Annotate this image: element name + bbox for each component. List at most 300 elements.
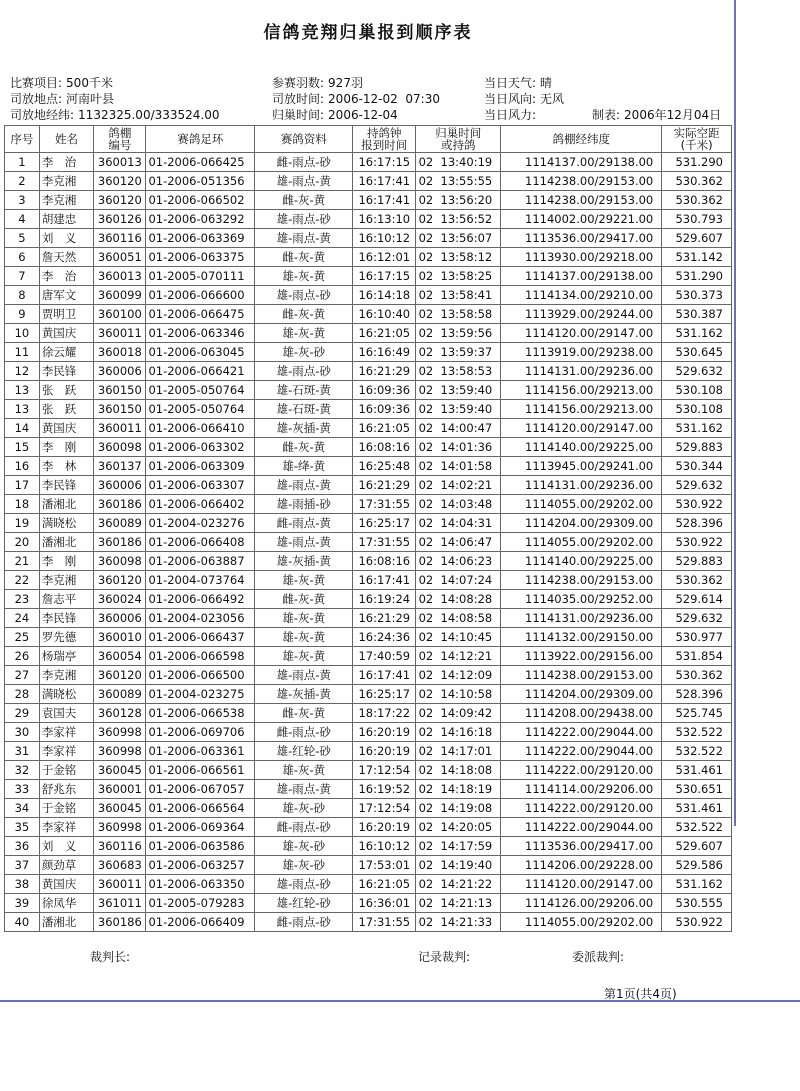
table-cell: 02 14:10:45 bbox=[416, 628, 501, 647]
column-header: 序号 bbox=[5, 126, 40, 153]
table-cell: 徐云耀 bbox=[39, 343, 93, 362]
table-row bbox=[5, 533, 732, 552]
table-cell: 雄-灰-黄 bbox=[255, 571, 353, 590]
table-cell: 雄-灰-黄 bbox=[255, 267, 353, 286]
table-cell: 唐军文 bbox=[39, 286, 93, 305]
table-cell: 01-2005-050764 bbox=[146, 400, 255, 419]
table-cell: 01-2006-066502 bbox=[146, 191, 255, 210]
table-cell: 1114208.00/29438.00 bbox=[501, 704, 662, 723]
table-row bbox=[5, 514, 732, 533]
table-cell: 16:17:15 bbox=[353, 153, 416, 172]
table-cell: 李克湘 bbox=[39, 571, 93, 590]
table-cell: 李家祥 bbox=[39, 723, 93, 742]
table-cell: 01-2005-079283 bbox=[146, 894, 255, 913]
table-cell: 雌-灰-黄 bbox=[255, 590, 353, 609]
table-cell: 1114131.00/29236.00 bbox=[501, 476, 662, 495]
table-cell: 02 14:01:58 bbox=[416, 457, 501, 476]
table-cell: 杨瑞亭 bbox=[39, 647, 93, 666]
column-header: 赛鸽资料 bbox=[255, 126, 353, 153]
table-cell: 02 14:21:33 bbox=[416, 913, 501, 932]
table-cell: 01-2006-066408 bbox=[146, 533, 255, 552]
table-cell: 360011 bbox=[94, 419, 146, 438]
table-cell: 529.607 bbox=[662, 837, 732, 856]
table-row bbox=[5, 210, 732, 229]
table-cell: 16:25:17 bbox=[353, 685, 416, 704]
table-cell: 360128 bbox=[94, 704, 146, 723]
table-cell: 01-2006-063307 bbox=[146, 476, 255, 495]
table-cell: 528.396 bbox=[662, 685, 732, 704]
table-cell: 530.922 bbox=[662, 913, 732, 932]
table-body bbox=[5, 153, 732, 932]
table-cell: 01-2004-023056 bbox=[146, 609, 255, 628]
table-cell: 360098 bbox=[94, 552, 146, 571]
table-cell: 01-2006-063257 bbox=[146, 856, 255, 875]
table-cell: 02 13:59:40 bbox=[416, 381, 501, 400]
table-cell: 01-2006-066538 bbox=[146, 704, 255, 723]
table-cell: 16:10:40 bbox=[353, 305, 416, 324]
table-row bbox=[5, 267, 732, 286]
table-cell: 雌-灰-黄 bbox=[255, 248, 353, 267]
column-header: 鸽棚 编号 bbox=[94, 126, 146, 153]
table-cell: 27 bbox=[5, 666, 40, 685]
table-cell: 雄-雨点-黄 bbox=[255, 476, 353, 495]
table-row bbox=[5, 362, 732, 381]
page-number: 第1页(共4页) bbox=[604, 987, 677, 1001]
table-cell: 37 bbox=[5, 856, 40, 875]
table-cell: 1113536.00/29417.00 bbox=[501, 229, 662, 248]
table-cell: 360018 bbox=[94, 343, 146, 362]
release-coords: 司放地经纬: 1132325.00/333524.00 bbox=[10, 108, 220, 122]
table-cell: 1114035.00/29252.00 bbox=[501, 590, 662, 609]
column-header: 持鸽钟 报到时间 bbox=[353, 126, 416, 153]
table-cell: 雄-雨点-黄 bbox=[255, 172, 353, 191]
table-cell: 潘湘北 bbox=[39, 533, 93, 552]
table-cell: 528.396 bbox=[662, 514, 732, 533]
table-cell: 胡建忠 bbox=[39, 210, 93, 229]
table-cell: 02 14:01:36 bbox=[416, 438, 501, 457]
table-cell: 雄-灰-黄 bbox=[255, 324, 353, 343]
table-cell: 1114222.00/29044.00 bbox=[501, 818, 662, 837]
table-row bbox=[5, 590, 732, 609]
table-cell: 02 13:58:12 bbox=[416, 248, 501, 267]
table-cell: 38 bbox=[5, 875, 40, 894]
table-cell: 02 14:06:23 bbox=[416, 552, 501, 571]
table-cell: 1114114.00/29206.00 bbox=[501, 780, 662, 799]
table-cell: 01-2006-066409 bbox=[146, 913, 255, 932]
table-cell: 1114222.00/29120.00 bbox=[501, 761, 662, 780]
table-row bbox=[5, 799, 732, 818]
wind-direction: 当日风向: 无风 bbox=[484, 92, 565, 106]
table-cell: 01-2006-063586 bbox=[146, 837, 255, 856]
table-row bbox=[5, 704, 732, 723]
race-item: 比赛项目: 500千米 bbox=[10, 76, 113, 90]
table-cell: 雄-红轮-砂 bbox=[255, 742, 353, 761]
table-cell: 雄-石斑-黄 bbox=[255, 400, 353, 419]
table-cell: 李 林 bbox=[39, 457, 93, 476]
release-time: 司放时间: 2006-12-02 07:30 bbox=[272, 92, 440, 106]
table-cell: 12 bbox=[5, 362, 40, 381]
table-cell: 360186 bbox=[94, 913, 146, 932]
table-cell: 530.922 bbox=[662, 533, 732, 552]
table-cell: 张 跃 bbox=[39, 400, 93, 419]
table-cell: 02 14:19:08 bbox=[416, 799, 501, 818]
table-cell: 8 bbox=[5, 286, 40, 305]
table-cell: 16:08:16 bbox=[353, 438, 416, 457]
table-cell: 黄国庆 bbox=[39, 875, 93, 894]
table-cell: 7 bbox=[5, 267, 40, 286]
table-cell: 360150 bbox=[94, 400, 146, 419]
table-cell: 詹志平 bbox=[39, 590, 93, 609]
table-cell: 32 bbox=[5, 761, 40, 780]
table-row bbox=[5, 153, 732, 172]
table-cell: 1114055.00/29202.00 bbox=[501, 495, 662, 514]
table-cell: 360683 bbox=[94, 856, 146, 875]
table-cell: 25 bbox=[5, 628, 40, 647]
table-cell: 16:16:49 bbox=[353, 343, 416, 362]
table-cell: 02 14:04:31 bbox=[416, 514, 501, 533]
table-cell: 1114002.00/29221.00 bbox=[501, 210, 662, 229]
table-cell: 28 bbox=[5, 685, 40, 704]
table-cell: 360045 bbox=[94, 761, 146, 780]
table-cell: 1114055.00/29202.00 bbox=[501, 533, 662, 552]
table-cell: 02 13:58:58 bbox=[416, 305, 501, 324]
table-cell: 360010 bbox=[94, 628, 146, 647]
table-row bbox=[5, 628, 732, 647]
table-cell: 13 bbox=[5, 400, 40, 419]
right-border-line bbox=[734, 0, 736, 826]
table-cell: 1114055.00/29202.00 bbox=[501, 913, 662, 932]
table-cell: 1113536.00/29417.00 bbox=[501, 837, 662, 856]
table-cell: 360120 bbox=[94, 172, 146, 191]
table-cell: 360054 bbox=[94, 647, 146, 666]
table-cell: 31 bbox=[5, 742, 40, 761]
table-cell: 罗先德 bbox=[39, 628, 93, 647]
weather: 当日天气: 晴 bbox=[484, 76, 553, 90]
table-cell: 雄-灰插-黄 bbox=[255, 419, 353, 438]
table-cell: 02 14:20:05 bbox=[416, 818, 501, 837]
table-cell: 17:53:01 bbox=[353, 856, 416, 875]
table-cell: 02 14:08:28 bbox=[416, 590, 501, 609]
table-cell: 02 14:17:59 bbox=[416, 837, 501, 856]
table-cell: 01-2006-063887 bbox=[146, 552, 255, 571]
table-cell: 39 bbox=[5, 894, 40, 913]
table-cell: 6 bbox=[5, 248, 40, 267]
page-title: 信鸽竞翔归巢报到顺序表 bbox=[263, 23, 473, 43]
table-cell: 16:21:05 bbox=[353, 324, 416, 343]
table-cell: 529.632 bbox=[662, 609, 732, 628]
table-cell: 530.793 bbox=[662, 210, 732, 229]
table-cell: 02 13:40:19 bbox=[416, 153, 501, 172]
table-cell: 360099 bbox=[94, 286, 146, 305]
table-cell: 531.142 bbox=[662, 248, 732, 267]
table-cell: 01-2006-066600 bbox=[146, 286, 255, 305]
table-cell: 360120 bbox=[94, 571, 146, 590]
table-row bbox=[5, 875, 732, 894]
table-cell: 李民锋 bbox=[39, 609, 93, 628]
table-cell: 01-2006-066437 bbox=[146, 628, 255, 647]
table-cell: 雄-灰插-黄 bbox=[255, 685, 353, 704]
table-cell: 16:17:41 bbox=[353, 571, 416, 590]
table-cell: 40 bbox=[5, 913, 40, 932]
table-row bbox=[5, 685, 732, 704]
table-cell: 02 14:12:09 bbox=[416, 666, 501, 685]
table-cell: 18 bbox=[5, 495, 40, 514]
table-cell: 01-2006-063045 bbox=[146, 343, 255, 362]
table-cell: 16:10:12 bbox=[353, 229, 416, 248]
table-cell: 17:31:55 bbox=[353, 913, 416, 932]
table-cell: 16:19:24 bbox=[353, 590, 416, 609]
bottom-border-line bbox=[0, 1000, 800, 1002]
table-cell: 530.108 bbox=[662, 381, 732, 400]
table-cell: 满晓松 bbox=[39, 514, 93, 533]
table-cell: 李家祥 bbox=[39, 742, 93, 761]
table-cell: 雌-雨点-砂 bbox=[255, 913, 353, 932]
table-cell: 10 bbox=[5, 324, 40, 343]
table-cell: 360045 bbox=[94, 799, 146, 818]
table-cell: 李民锋 bbox=[39, 362, 93, 381]
table-row bbox=[5, 343, 732, 362]
table-cell: 李 治 bbox=[39, 153, 93, 172]
table-cell: 1 bbox=[5, 153, 40, 172]
table-cell: 雄-雨点-砂 bbox=[255, 362, 353, 381]
table-cell: 李克湘 bbox=[39, 191, 93, 210]
table-cell: 01-2006-063302 bbox=[146, 438, 255, 457]
table-cell: 530.651 bbox=[662, 780, 732, 799]
table-cell: 23 bbox=[5, 590, 40, 609]
table-cell: 雄-灰-黄 bbox=[255, 761, 353, 780]
table-cell: 02 14:16:18 bbox=[416, 723, 501, 742]
table-cell: 02 14:09:42 bbox=[416, 704, 501, 723]
table-cell: 雄-石斑-黄 bbox=[255, 381, 353, 400]
table-cell: 13 bbox=[5, 381, 40, 400]
table-cell: 17:12:54 bbox=[353, 761, 416, 780]
table-cell: 360186 bbox=[94, 495, 146, 514]
table-cell: 360006 bbox=[94, 362, 146, 381]
table-cell: 16:08:16 bbox=[353, 552, 416, 571]
table-cell: 01-2006-063375 bbox=[146, 248, 255, 267]
table-cell: 于金铭 bbox=[39, 761, 93, 780]
table-cell: 1114140.00/29225.00 bbox=[501, 552, 662, 571]
table-cell: 李 治 bbox=[39, 267, 93, 286]
table-cell: 360186 bbox=[94, 533, 146, 552]
table-cell: 30 bbox=[5, 723, 40, 742]
table-cell: 1114137.00/29138.00 bbox=[501, 153, 662, 172]
table-cell: 李克湘 bbox=[39, 172, 93, 191]
table-cell: 529.586 bbox=[662, 856, 732, 875]
table-cell: 531.162 bbox=[662, 324, 732, 343]
table-cell: 360011 bbox=[94, 875, 146, 894]
table-cell: 满晓松 bbox=[39, 685, 93, 704]
table-cell: 詹天然 bbox=[39, 248, 93, 267]
table-cell: 02 13:59:56 bbox=[416, 324, 501, 343]
table-cell: 01-2006-051356 bbox=[146, 172, 255, 191]
table-cell: 雄-雨点-黄 bbox=[255, 666, 353, 685]
table-row bbox=[5, 742, 732, 761]
table-cell: 01-2006-063346 bbox=[146, 324, 255, 343]
table-cell: 530.362 bbox=[662, 571, 732, 590]
table-cell: 1113922.00/29156.00 bbox=[501, 647, 662, 666]
table-row bbox=[5, 324, 732, 343]
table-cell: 1113919.00/29238.00 bbox=[501, 343, 662, 362]
table-cell: 01-2006-066410 bbox=[146, 419, 255, 438]
table-cell: 01-2004-023275 bbox=[146, 685, 255, 704]
table-cell: 黄国庆 bbox=[39, 324, 93, 343]
table-cell: 531.162 bbox=[662, 875, 732, 894]
table-cell: 1114204.00/29309.00 bbox=[501, 514, 662, 533]
table-cell: 雄-雨点-砂 bbox=[255, 286, 353, 305]
table-cell: 02 14:08:58 bbox=[416, 609, 501, 628]
table-cell: 02 13:59:40 bbox=[416, 400, 501, 419]
table-cell: 16:21:05 bbox=[353, 875, 416, 894]
table-cell: 雄-雨点-黄 bbox=[255, 533, 353, 552]
table-cell: 17:31:55 bbox=[353, 533, 416, 552]
table-cell: 雌-灰-黄 bbox=[255, 438, 353, 457]
table-cell: 531.290 bbox=[662, 267, 732, 286]
table-cell: 1114204.00/29309.00 bbox=[501, 685, 662, 704]
table-cell: 16 bbox=[5, 457, 40, 476]
column-header: 归巢时间 或持鸽 bbox=[416, 126, 501, 153]
table-cell: 雌-雨点-砂 bbox=[255, 153, 353, 172]
table-cell: 李 刚 bbox=[39, 438, 93, 457]
table-cell: 532.522 bbox=[662, 742, 732, 761]
record-judge-label: 记录裁判: bbox=[418, 950, 471, 964]
table-cell: 雌-雨点-砂 bbox=[255, 723, 353, 742]
table-cell: 1114222.00/29044.00 bbox=[501, 742, 662, 761]
table-cell: 529.883 bbox=[662, 438, 732, 457]
table-cell: 360120 bbox=[94, 666, 146, 685]
table-cell: 舒兆东 bbox=[39, 780, 93, 799]
table-cell: 5 bbox=[5, 229, 40, 248]
table-cell: 李家祥 bbox=[39, 818, 93, 837]
table-cell: 01-2006-066492 bbox=[146, 590, 255, 609]
table-row bbox=[5, 495, 732, 514]
table-cell: 22 bbox=[5, 571, 40, 590]
table-cell: 01-2006-063350 bbox=[146, 875, 255, 894]
table-row bbox=[5, 172, 732, 191]
table-cell: 530.344 bbox=[662, 457, 732, 476]
table-cell: 360116 bbox=[94, 837, 146, 856]
table-row bbox=[5, 457, 732, 476]
table-cell: 02 14:12:21 bbox=[416, 647, 501, 666]
table-cell: 01-2004-073764 bbox=[146, 571, 255, 590]
table-cell: 李民锋 bbox=[39, 476, 93, 495]
table-cell: 1114140.00/29225.00 bbox=[501, 438, 662, 457]
table-cell: 02 14:17:01 bbox=[416, 742, 501, 761]
return-time: 归巢时间: 2006-12-04 bbox=[272, 108, 398, 122]
chief-judge-label: 裁判长: bbox=[90, 950, 131, 964]
table-cell: 01-2006-066598 bbox=[146, 647, 255, 666]
table-row bbox=[5, 856, 732, 875]
table-cell: 530.645 bbox=[662, 343, 732, 362]
table-cell: 15 bbox=[5, 438, 40, 457]
table-cell: 01-2006-066425 bbox=[146, 153, 255, 172]
table-cell: 16:14:18 bbox=[353, 286, 416, 305]
table-cell: 17:12:54 bbox=[353, 799, 416, 818]
table-cell: 02 14:21:22 bbox=[416, 875, 501, 894]
column-header: 姓名 bbox=[39, 126, 93, 153]
table-row bbox=[5, 419, 732, 438]
table-cell: 雄-灰-黄 bbox=[255, 647, 353, 666]
table-cell: 02 14:10:58 bbox=[416, 685, 501, 704]
table-cell: 360089 bbox=[94, 514, 146, 533]
table-cell: 16:12:01 bbox=[353, 248, 416, 267]
table-cell: 02 14:06:47 bbox=[416, 533, 501, 552]
table-cell: 1114131.00/29236.00 bbox=[501, 362, 662, 381]
table-cell: 01-2006-066500 bbox=[146, 666, 255, 685]
table-cell: 530.108 bbox=[662, 400, 732, 419]
table-row bbox=[5, 400, 732, 419]
table-cell: 01-2006-063292 bbox=[146, 210, 255, 229]
table-cell: 01-2006-066421 bbox=[146, 362, 255, 381]
table-cell: 16:17:41 bbox=[353, 191, 416, 210]
table-cell: 360006 bbox=[94, 476, 146, 495]
table-cell: 2 bbox=[5, 172, 40, 191]
table-cell: 360116 bbox=[94, 229, 146, 248]
entry-count: 参赛羽数: 927羽 bbox=[272, 76, 363, 90]
table-cell: 17:31:55 bbox=[353, 495, 416, 514]
table-cell: 01-2006-066561 bbox=[146, 761, 255, 780]
table-cell: 360998 bbox=[94, 723, 146, 742]
table-cell: 18:17:22 bbox=[353, 704, 416, 723]
table-cell: 11 bbox=[5, 343, 40, 362]
table-cell: 01-2006-063361 bbox=[146, 742, 255, 761]
table-row bbox=[5, 609, 732, 628]
table-cell: 02 13:58:53 bbox=[416, 362, 501, 381]
table-cell: 529.632 bbox=[662, 476, 732, 495]
table-cell: 02 14:18:08 bbox=[416, 761, 501, 780]
table-cell: 02 14:00:47 bbox=[416, 419, 501, 438]
table-cell: 360013 bbox=[94, 267, 146, 286]
table-cell: 532.522 bbox=[662, 723, 732, 742]
table-cell: 02 14:18:19 bbox=[416, 780, 501, 799]
table-cell: 529.883 bbox=[662, 552, 732, 571]
table-cell: 1114131.00/29236.00 bbox=[501, 609, 662, 628]
table-cell: 529.632 bbox=[662, 362, 732, 381]
table-cell: 02 13:56:20 bbox=[416, 191, 501, 210]
table-cell: 雌-灰-黄 bbox=[255, 704, 353, 723]
table-cell: 李克湘 bbox=[39, 666, 93, 685]
table-cell: 雄-雨点-砂 bbox=[255, 210, 353, 229]
table-cell: 雄-灰-砂 bbox=[255, 837, 353, 856]
table-cell: 1114238.00/29153.00 bbox=[501, 172, 662, 191]
column-header: 实际空距 (千米) bbox=[662, 126, 732, 153]
table-cell: 360100 bbox=[94, 305, 146, 324]
table-cell: 531.162 bbox=[662, 419, 732, 438]
table-cell: 530.922 bbox=[662, 495, 732, 514]
table-cell: 1114238.00/29153.00 bbox=[501, 571, 662, 590]
table-cell: 360006 bbox=[94, 609, 146, 628]
table-cell: 01-2006-063309 bbox=[146, 457, 255, 476]
table-cell: 529.607 bbox=[662, 229, 732, 248]
table-cell: 24 bbox=[5, 609, 40, 628]
table-cell: 于金铭 bbox=[39, 799, 93, 818]
table-row bbox=[5, 837, 732, 856]
table-cell: 530.362 bbox=[662, 666, 732, 685]
table-cell: 02 13:58:41 bbox=[416, 286, 501, 305]
table-cell: 360013 bbox=[94, 153, 146, 172]
table-cell: 1114120.00/29147.00 bbox=[501, 419, 662, 438]
table-cell: 34 bbox=[5, 799, 40, 818]
table-cell: 雄-灰-砂 bbox=[255, 799, 353, 818]
table-cell: 529.614 bbox=[662, 590, 732, 609]
table-cell: 雌-灰-黄 bbox=[255, 305, 353, 324]
table-cell: 530.555 bbox=[662, 894, 732, 913]
table-cell: 袁国夫 bbox=[39, 704, 93, 723]
wind-force: 当日风力: bbox=[484, 108, 537, 122]
table-cell: 16:09:36 bbox=[353, 400, 416, 419]
table-cell: 360011 bbox=[94, 324, 146, 343]
table-cell: 16:21:05 bbox=[353, 419, 416, 438]
